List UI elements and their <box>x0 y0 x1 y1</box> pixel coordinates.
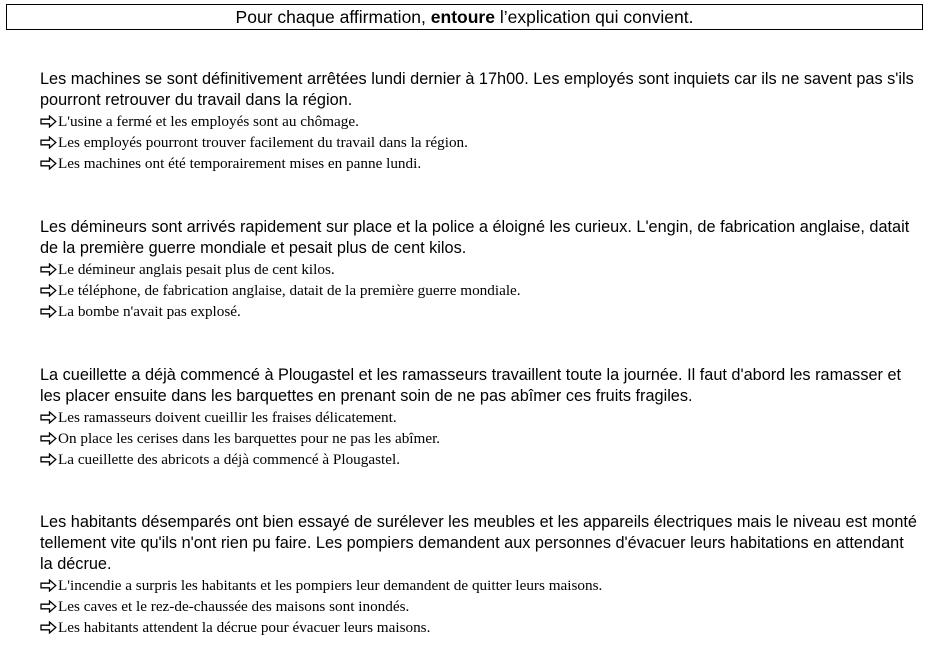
outlined-right-arrow-icon <box>40 305 57 318</box>
exercise-4 <box>40 512 920 638</box>
option-item[interactable] <box>40 449 920 470</box>
exercise-passage: Les démineurs sont arrivés rapidement sur place et la police a éloigné les curieux. L'engin, de fabrication anglaise, datait de la première guerre mondiale et pesait plus de cent kilos. <box>40 218 910 257</box>
option-text: L'incendie a surpris les habitants et les pompiers leur demandent de quitter leurs maisons. <box>58 577 603 594</box>
option-item[interactable] <box>40 301 920 322</box>
option-list <box>40 575 920 638</box>
option-item[interactable] <box>40 132 920 153</box>
option-list <box>40 259 920 322</box>
instruction-box <box>6 4 923 30</box>
exercise-passage: Les habitants désemparés ont bien essayé de surélever les meubles et les appareils électriques mais le niveau est monté tellement vite qu'ils n'ont rien pu faire. Les pompiers demandent aux personnes d'évacuer leurs habitations en attendant la décrue. <box>40 513 917 573</box>
outlined-right-arrow-icon <box>40 579 57 592</box>
outlined-right-arrow-icon <box>40 453 57 466</box>
exercise-2 <box>40 217 920 322</box>
exercise-1 <box>40 69 920 174</box>
outlined-right-arrow-icon <box>40 621 57 634</box>
option-list <box>40 407 920 470</box>
outlined-right-arrow-icon <box>40 600 57 613</box>
option-item[interactable] <box>40 575 920 596</box>
outlined-right-arrow-icon <box>40 432 57 445</box>
option-text: L'usine a fermé et les employés sont au chômage. <box>58 113 359 130</box>
option-item[interactable] <box>40 111 920 132</box>
instruction-text-bold: entoure <box>430 7 495 27</box>
outlined-right-arrow-icon <box>40 411 57 424</box>
option-item[interactable] <box>40 617 920 638</box>
option-text: Les machines ont été temporairement mises en panne lundi. <box>58 155 422 172</box>
exercise-passage: Les machines se sont définitivement arrêtées lundi dernier à 17h00. Les employés sont inquiets car ils ne savent pas s'ils pourront retrouver du travail dans la région. <box>40 70 914 109</box>
outlined-right-arrow-icon <box>40 157 57 170</box>
exercise-3 <box>40 365 920 470</box>
option-text: Les ramasseurs doivent cueillir les fraises délicatement. <box>58 409 397 426</box>
outlined-right-arrow-icon <box>40 136 57 149</box>
option-item[interactable] <box>40 428 920 449</box>
option-text: La cueillette des abricots a déjà commencé à Plougastel. <box>58 451 401 468</box>
option-item[interactable] <box>40 407 920 428</box>
instruction-text-before: Pour chaque affirmation, <box>235 7 426 27</box>
option-item[interactable] <box>40 280 920 301</box>
outlined-right-arrow-icon <box>40 284 57 297</box>
option-text: On place les cerises dans les barquettes pour ne pas les abîmer. <box>58 430 441 447</box>
option-text: Les caves et le rez-de-chaussée des maisons sont inondés. <box>58 598 410 615</box>
option-text: Le téléphone, de fabrication anglaise, datait de la première guerre mondiale. <box>58 282 521 299</box>
option-text: Les habitants attendent la décrue pour évacuer leurs maisons. <box>58 619 431 636</box>
option-item[interactable] <box>40 596 920 617</box>
option-list <box>40 111 920 174</box>
outlined-right-arrow-icon <box>40 115 57 128</box>
option-text: La bombe n'avait pas explosé. <box>58 303 241 320</box>
option-item[interactable] <box>40 259 920 280</box>
option-text: Les employés pourront trouver facilement du travail dans la région. <box>58 134 468 151</box>
option-item[interactable] <box>40 153 920 174</box>
exercise-passage: La cueillette a déjà commencé à Plougastel et les ramasseurs travaillent toute la journée. Il faut d'abord les ramasser et les placer ensuite dans les barquettes en prenant soin de ne pas abîmer ces fruits fragiles. <box>40 366 902 405</box>
outlined-right-arrow-icon <box>40 263 57 276</box>
option-text: Le démineur anglais pesait plus de cent kilos. <box>58 261 335 278</box>
instruction-text-after: l’explication qui convient. <box>499 7 694 27</box>
